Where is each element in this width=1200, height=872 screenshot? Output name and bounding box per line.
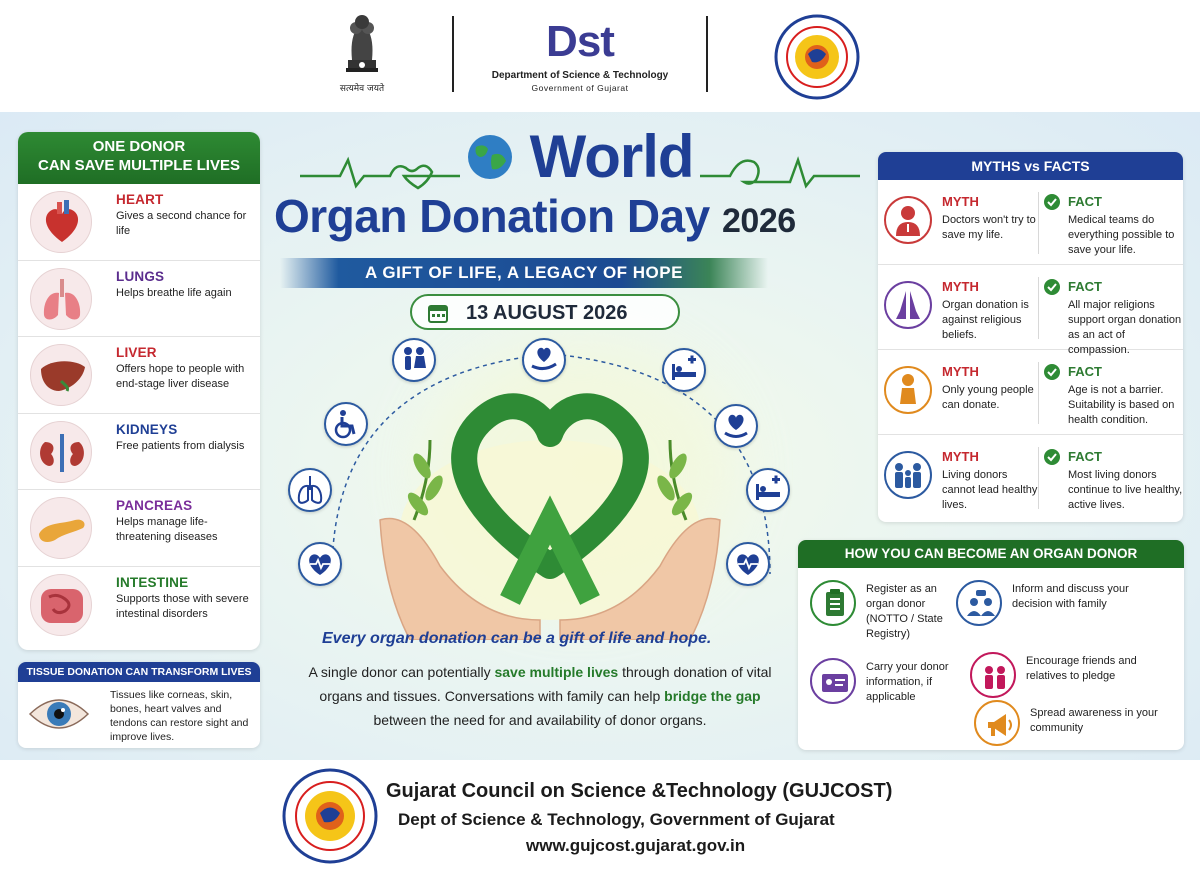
footer <box>0 760 1200 872</box>
main-panel <box>0 112 1200 760</box>
fact-label: FACT <box>1068 279 1102 294</box>
heartbeat-line-icon <box>700 152 860 192</box>
organ-description: Helps breathe life again <box>116 286 232 299</box>
organ-name: HEART <box>116 192 164 207</box>
donor-step <box>974 700 1174 748</box>
megaphone-icon <box>974 700 1020 746</box>
myth-label: MYTH <box>942 279 979 294</box>
check-icon <box>1044 364 1060 380</box>
header-divider <box>706 16 708 92</box>
lungs-circle <box>288 468 332 512</box>
title-world-line <box>466 124 694 190</box>
donor-step-text: Inform and discuss your decision with family <box>1012 583 1129 610</box>
tagline-banner: A GIFT OF LIFE, A LEGACY OF HOPE <box>280 258 768 288</box>
patient-bed-circle <box>746 468 790 512</box>
header-divider <box>452 16 454 92</box>
organ-list <box>18 184 260 643</box>
organ-name: INTESTINE <box>116 574 189 590</box>
dst-government-line: Government of Gujarat <box>531 83 629 93</box>
myth-text: Doctors won't try to save my life. <box>942 214 1036 241</box>
donor-step <box>956 580 1176 640</box>
organ-description: Free patients from dialysis <box>116 439 245 452</box>
donor-step-text: Carry your donor information, if applicable <box>866 661 949 703</box>
fact-text: Most living donors continue to live healthy, active lives. <box>1068 469 1183 511</box>
become-donor-title: HOW YOU CAN BECOME AN ORGAN DONOR <box>798 540 1184 568</box>
donor-step-text: Spread awareness in your community <box>1030 707 1158 734</box>
fact-label: FACT <box>1068 364 1102 379</box>
divider <box>1038 277 1039 339</box>
organ-row-pancreas <box>18 490 260 567</box>
family-icon <box>884 451 932 499</box>
myth-row <box>878 180 1183 265</box>
myth-label: MYTH <box>942 449 979 464</box>
hands-ribbon-heart-illustration <box>370 370 730 640</box>
organs-card-title <box>18 132 260 184</box>
myth-row <box>878 265 1183 356</box>
date-pill <box>410 294 680 330</box>
heart-pulse-icon <box>728 544 768 584</box>
donor-step <box>810 580 970 650</box>
footer-website-link[interactable]: www.gujcost.gujarat.gov.in <box>526 836 746 855</box>
myths-facts-card <box>878 152 1183 522</box>
event-date: 13 AUGUST 2026 <box>466 302 628 324</box>
pancreas-icon <box>30 497 92 559</box>
friends-icon <box>970 652 1016 698</box>
donor-step-text: Register as an organ donor (NOTTO / State Registry) <box>866 583 943 640</box>
myth-row <box>878 435 1183 520</box>
lion-capital-icon <box>342 10 382 76</box>
title-world: World <box>529 123 694 190</box>
para-highlight: bridge the gap <box>664 688 761 704</box>
gujcost-seal-icon <box>282 768 378 864</box>
praying-hands-icon <box>884 281 932 329</box>
organ-row-kidneys <box>18 414 260 491</box>
organs-title-line1: ONE DONOR <box>92 138 186 155</box>
organ-name: LIVER <box>116 345 157 360</box>
tissue-card-title: TISSUE DONATION CAN TRANSFORM LIVES <box>18 662 260 682</box>
organ-description: Supports those with severe intestinal disorders <box>116 592 249 620</box>
heartbeat-circle <box>298 542 342 586</box>
myth-text: Living donors cannot lead healthy lives. <box>942 469 1038 511</box>
organ-name: KIDNEYS <box>116 421 178 437</box>
organ-row-liver <box>18 337 260 414</box>
footer-department: Dept of Science & Technology, Government of Gujarat <box>398 810 835 829</box>
lungs-outline-icon <box>290 470 330 510</box>
discuss-icon <box>956 580 1002 626</box>
title-organ-donation-day: Organ Donation Day <box>274 190 710 242</box>
myth-text: Organ donation is against religious beliefs. <box>942 299 1029 341</box>
tissue-card <box>18 662 260 748</box>
organs-card <box>18 132 260 650</box>
become-donor-card <box>798 540 1184 750</box>
divider <box>1038 447 1039 509</box>
heartbeat-line-icon <box>300 152 460 192</box>
lungs-icon <box>30 268 92 330</box>
myth-label: MYTH <box>942 194 979 209</box>
check-icon <box>1044 279 1060 295</box>
dst-department-line: Department of Science & Technology <box>491 70 669 81</box>
para-highlight: save multiple lives <box>494 664 619 680</box>
title-year: 2026 <box>722 202 796 240</box>
person-icon <box>884 366 932 414</box>
heartbeat-circle <box>726 542 770 586</box>
id-card-icon <box>810 658 856 704</box>
myth-row <box>878 350 1183 435</box>
fact-text: Medical teams do everything possible to save your life. <box>1068 214 1175 256</box>
clipboard-icon <box>810 580 856 626</box>
globe-icon <box>466 133 514 181</box>
divider <box>1038 192 1039 254</box>
check-icon <box>1044 194 1060 210</box>
wheelchair-circle <box>324 402 368 446</box>
organ-name: PANCREAS <box>116 498 193 513</box>
myth-text: Only young people can donate. <box>942 384 1034 411</box>
kidneys-icon <box>30 421 92 483</box>
heart-organ-icon <box>30 191 92 253</box>
organ-description: Gives a second chance for life <box>116 210 247 237</box>
calendar-icon <box>428 303 448 323</box>
para-text: through donation of vital organs and tissues. Conversations with family can help <box>319 664 772 704</box>
fact-label: FACT <box>1068 194 1102 209</box>
center-tagline: Every organ donation can be a gift of life and hope. <box>322 630 712 647</box>
organ-row-lungs <box>18 261 260 338</box>
donor-step-text: Encourage friends and relatives to pledge <box>1026 655 1137 682</box>
myth-label: MYTH <box>942 364 979 379</box>
doctor-icon <box>884 196 932 244</box>
national-emblem <box>330 10 394 102</box>
para-text: A single donor can potentially <box>308 664 495 680</box>
footer-org-name: Gujarat Council on Science &Technology (GUJCOST) <box>386 780 893 802</box>
fact-label: FACT <box>1068 449 1102 464</box>
organ-row-heart <box>18 184 260 261</box>
intestine-icon <box>30 574 92 636</box>
donor-step <box>810 658 970 718</box>
check-icon <box>1044 449 1060 465</box>
gujcost-seal-icon <box>774 14 860 100</box>
dst-logo <box>480 18 680 104</box>
organ-description: Helps manage life-threatening diseases <box>116 516 218 543</box>
organ-name: LUNGS <box>116 268 165 284</box>
eye-icon <box>28 690 90 738</box>
fact-text: All major religions support organ donation as an act of compassion. <box>1068 299 1182 356</box>
dst-wordmark: Dst <box>546 17 614 66</box>
wheelchair-icon <box>326 404 366 444</box>
organs-title-line2: CAN SAVE MULTIPLE LIVES <box>38 157 240 174</box>
heart-pulse-icon <box>300 544 340 584</box>
patient-bed-icon <box>748 470 788 510</box>
para-text: between the need for and availability of donor organs. <box>373 712 707 728</box>
center-paragraph <box>300 660 780 732</box>
fact-text: Age is not a barrier. Suitability is based on health condition. <box>1068 384 1175 426</box>
organ-row-intestine <box>18 567 260 644</box>
emblem-motto: सत्यमेव जयते <box>339 84 385 94</box>
top-header <box>0 0 1200 110</box>
divider <box>1038 362 1039 424</box>
liver-icon <box>30 344 92 406</box>
myths-facts-title: MYTHS vs FACTS <box>878 152 1183 180</box>
tissue-description: Tissues like corneas, skin, bones, heart valves and tendons can restore sight and improve lives. <box>110 689 249 743</box>
organ-description: Offers hope to people with end-stage liver disease <box>116 363 245 390</box>
title-main <box>274 188 796 249</box>
